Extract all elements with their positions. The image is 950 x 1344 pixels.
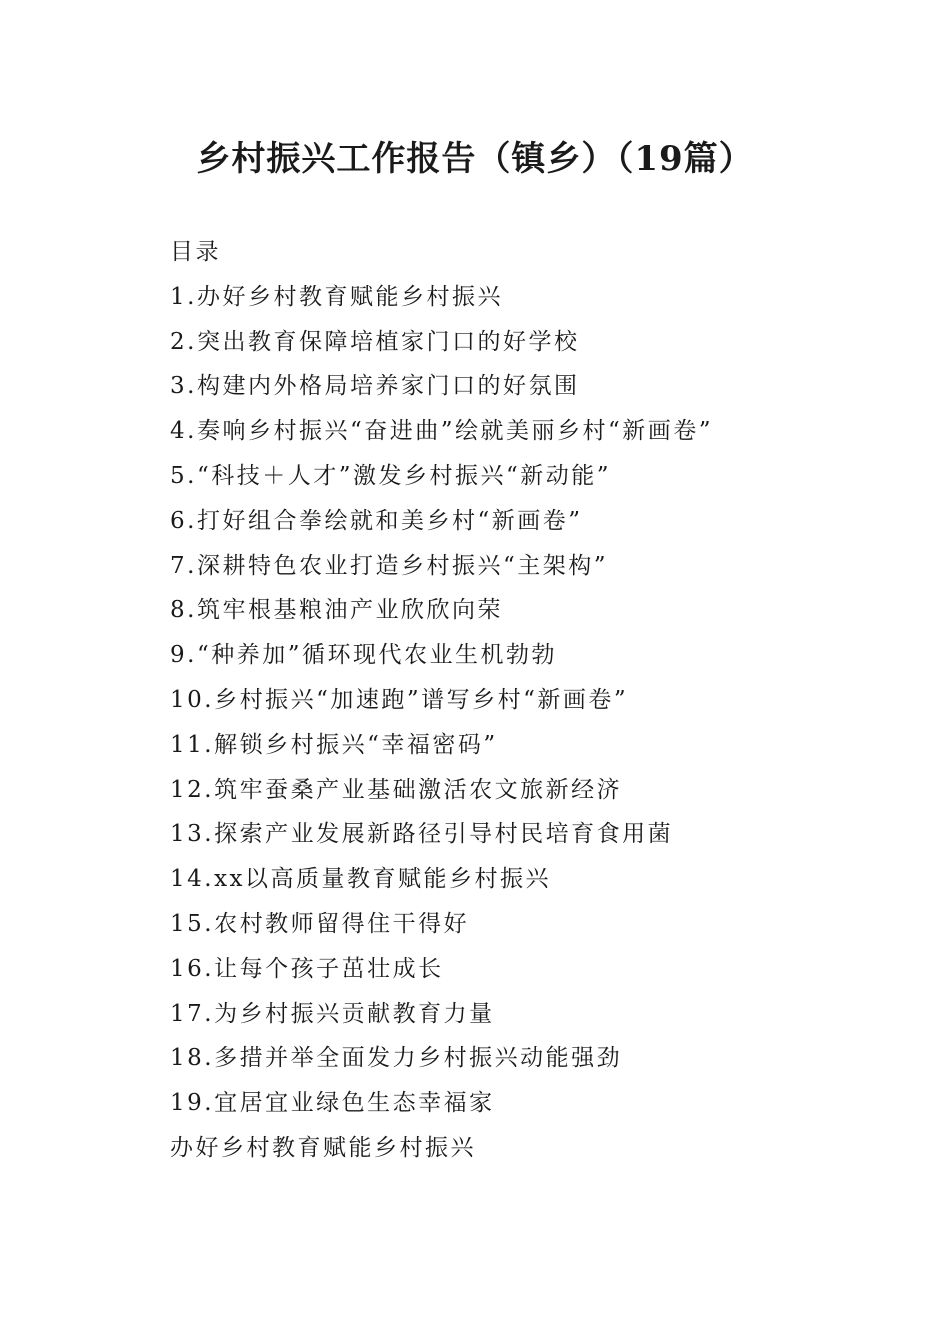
toc-item-15[interactable]: 15.农村教师留得住干得好 xyxy=(170,910,470,937)
toc-item-5[interactable]: 5.“科技＋人才”激发乡村振兴“新动能” xyxy=(170,462,611,489)
toc-item-18[interactable]: 18.多措并举全面发力乡村振兴动能强劲 xyxy=(170,1045,623,1072)
document-title: 乡村振兴工作报告（镇乡）（19篇） xyxy=(196,139,754,179)
toc-item-8[interactable]: 8.筑牢根基粮油产业欣欣向荣 xyxy=(170,597,503,624)
toc-item-9[interactable]: 9.“种养加”循环现代农业生机勃勃 xyxy=(170,642,557,669)
toc-item-17[interactable]: 17.为乡村振兴贡献教育力量 xyxy=(170,1000,495,1027)
toc-item-10[interactable]: 10.乡村振兴“加速跑”谱写乡村“新画卷” xyxy=(170,686,629,713)
toc-item-1[interactable]: 1.办好乡村教育赋能乡村振兴 xyxy=(170,283,503,310)
toc-item-7[interactable]: 7.深耕特色农业打造乡村振兴“主架构” xyxy=(170,552,608,579)
toc-item-4[interactable]: 4.奏响乡村振兴“奋进曲”绘就美丽乡村“新画卷” xyxy=(170,418,713,445)
toc-item-16[interactable]: 16.让每个孩子茁壮成长 xyxy=(170,955,444,982)
toc-item-19[interactable]: 19.宜居宜业绿色生态幸福家 xyxy=(170,1090,495,1117)
toc-item-12[interactable]: 12.筑牢蚕桑产业基础激活农文旅新经济 xyxy=(170,776,623,803)
toc-heading: 目录 xyxy=(170,239,221,265)
toc-item-14[interactable]: 14.xx以高质量教育赋能乡村振兴 xyxy=(170,866,552,893)
section-heading: 办好乡村教育赋能乡村振兴 xyxy=(170,1134,476,1161)
table-of-contents xyxy=(170,230,890,1171)
toc-item-3[interactable]: 3.构建内外格局培养家门口的好氛围 xyxy=(170,373,580,400)
toc-item-13[interactable]: 13.探索产业发展新路径引导村民培育食用菌 xyxy=(170,821,674,848)
toc-item-11[interactable]: 11.解锁乡村振兴“幸福密码” xyxy=(170,731,498,758)
toc-item-6[interactable]: 6.打好组合拳绘就和美乡村“新画卷” xyxy=(170,507,583,534)
toc-item-2[interactable]: 2.突出教育保障培植家门口的好学校 xyxy=(170,328,580,355)
